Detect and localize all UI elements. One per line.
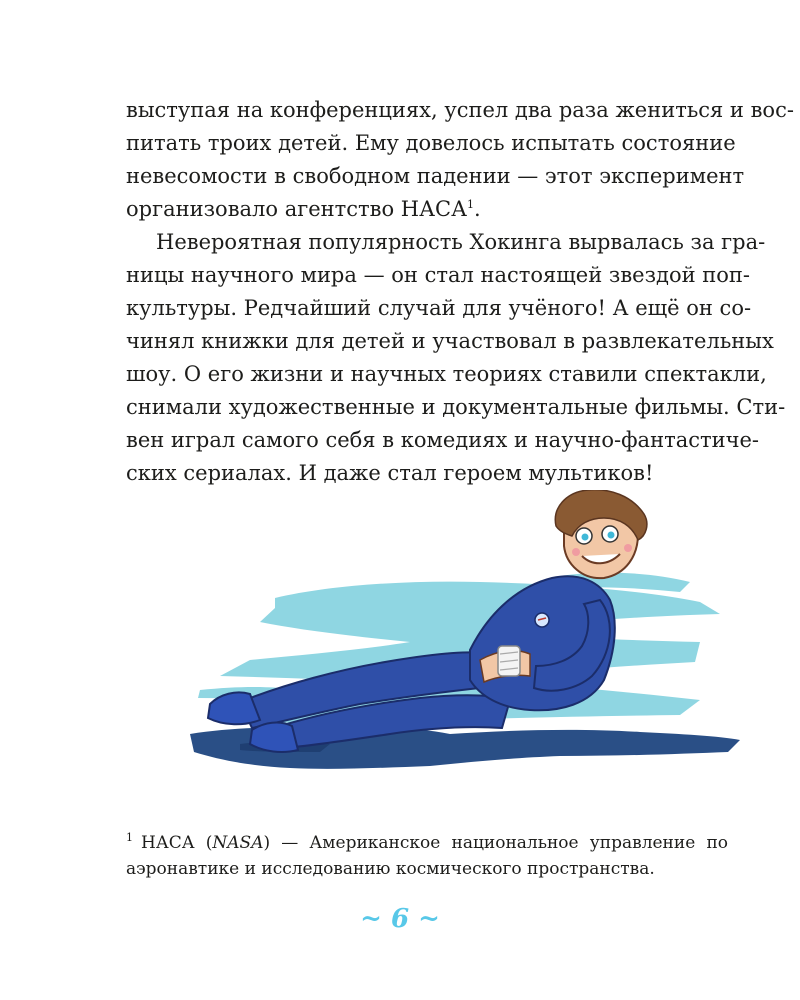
footnote-term: НАСА ( xyxy=(141,833,213,853)
page-number: ~ 6 ~ xyxy=(360,904,440,934)
text-line: питать троих детей. Ему довелось испытать состояние xyxy=(126,131,736,155)
footnote-term-italic: NASA xyxy=(212,833,264,853)
text-line: культуры. Редчайший случай для учёного! А ещё он со- xyxy=(126,296,752,320)
footnote xyxy=(126,830,728,882)
astronaut-illustration xyxy=(180,490,740,780)
text-line-end: . xyxy=(473,197,481,221)
footnote-reference: 1 xyxy=(466,198,474,211)
head xyxy=(555,490,647,578)
footnote-line-1 xyxy=(126,830,728,856)
text-line: чинял книжки для детей и участвовал в развлекательных xyxy=(126,329,774,353)
text-line: Невероятная популярность Хокинга вырвалась за гра- xyxy=(156,230,766,254)
text-line: снимали художественные и документальные фильмы. Сти- xyxy=(126,395,786,419)
text-line xyxy=(126,193,728,226)
footnote-line-1-rest: ) — Американское национальное управление по xyxy=(263,833,729,853)
text-line: невесомости в свободном падении — этот эксперимент xyxy=(126,164,745,188)
text-line: ницы научного мира — он стал настоящей звездой поп- xyxy=(126,263,751,287)
text-line: ских сериалах. И даже стал героем мультиков! xyxy=(126,461,654,485)
footnote-line-2: аэронавтике и исследованию космического пространства. xyxy=(126,859,655,879)
text-line-content: организовало агентство НАСА xyxy=(126,197,467,221)
text-line: выступая на конференциях, успел два раза жениться и вос- xyxy=(126,98,794,122)
text-line: вен играл самого себя в комедиях и научно-фантастиче- xyxy=(126,428,759,452)
text-line: шоу. О его жизни и научных теориях ставили спектакли, xyxy=(126,362,767,386)
body-text xyxy=(126,94,794,490)
footnote-mark: 1 xyxy=(126,831,133,845)
